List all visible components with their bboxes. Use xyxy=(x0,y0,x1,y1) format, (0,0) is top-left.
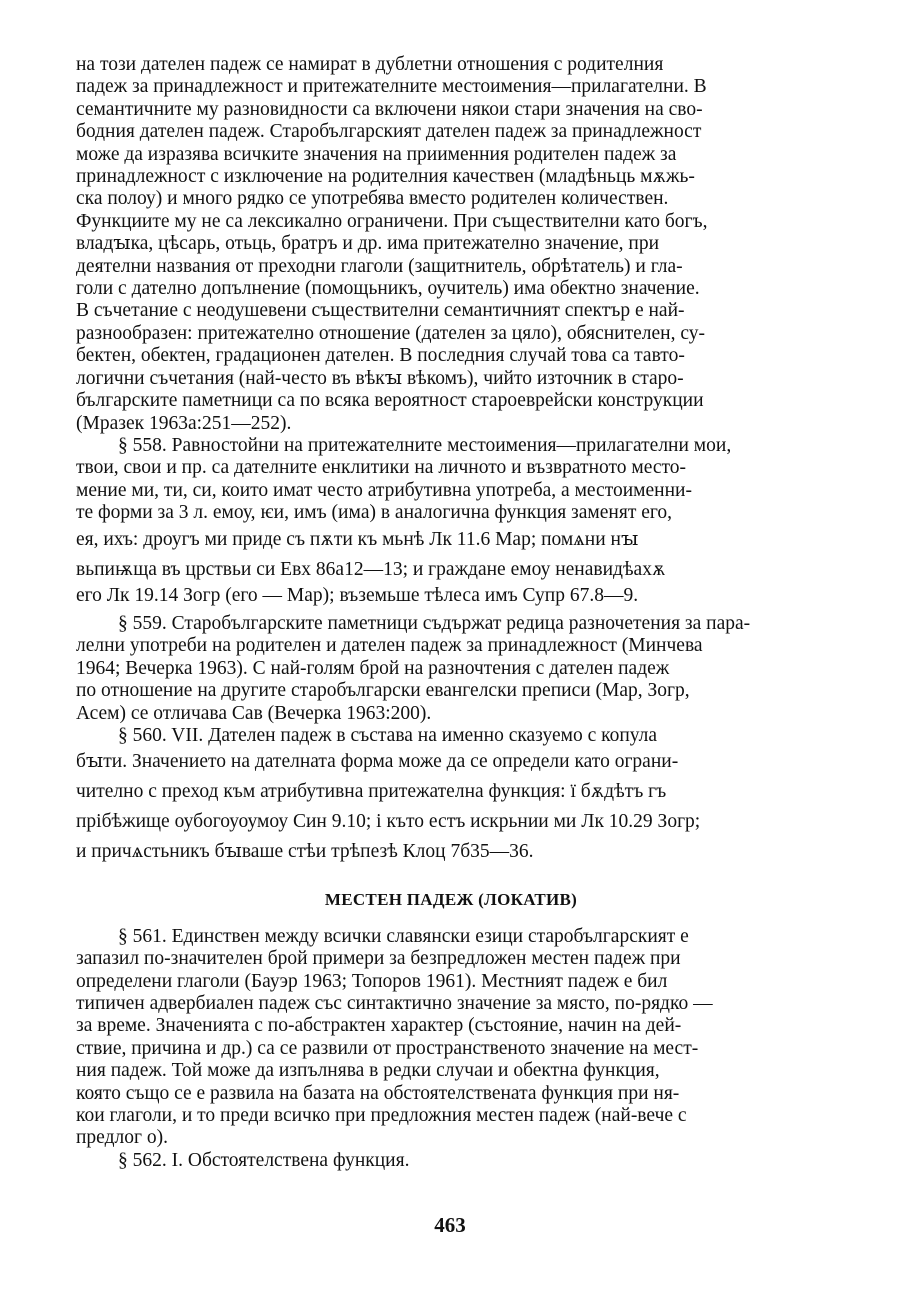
text-line: 1964; Вечерка 1963). С най-голям брой на разночтения с дателен падеж xyxy=(76,657,670,679)
text-line: § 560. VII. Дателен падеж в състава на именно сказуемо с копула xyxy=(118,724,658,746)
text-line: (Мразек 1963а:251—252). xyxy=(76,412,292,434)
text-line: владꙑка, цѣсарь, отьць, братръ и др. има притежателно значение, при xyxy=(76,233,660,255)
text-line: на този дателен падеж се намират в дублетни отношения с родителния xyxy=(76,54,664,75)
text-line: разнообразен: притежателно отношение (дателен за цяло), обяснителен, су- xyxy=(76,322,705,344)
text-line: която също се е развила на базата на обстоятелствената функция при ня- xyxy=(76,1082,680,1104)
text-line: по отношение на другите старобългарски евангелски преписи (Мар, Зогр, xyxy=(76,680,690,702)
text-line: бꙑти. Значението на дателната форма може да се определи като ограни- xyxy=(76,751,679,773)
text-line: може да изразява всичките значения на приименния родителен падеж за xyxy=(76,143,677,165)
text-line: прібѣжище оубогоуоумоу Син 9.10; і къто естъ искрьнии ми Лк 10.29 Зогр; xyxy=(76,811,701,833)
text-line: Асем) се отличава Сав (Вечерка 1963:200). xyxy=(76,702,432,724)
text-line: его Лк 19.14 Зогр (его — Мар); въземьше тѣлеса имъ Супр 67.8—9. xyxy=(76,584,639,606)
text-line: чително с преход към атрибутивна притежателна функция: ї бѫдѣтъ гъ xyxy=(76,781,667,803)
text-line: българските паметници са по всяка вероятност староеврейски конструкции xyxy=(76,390,704,412)
paragraph-559 xyxy=(76,613,826,725)
text-line: определени глаголи (Бауэр 1963; Топоров 1961). Местният падеж е бил xyxy=(76,970,668,992)
text-line: ния падеж. Той може да изпълнява в редки случаи и обектна функция, xyxy=(76,1060,660,1082)
text-line: вьпиѭща въ црствьи си Евх 86а12—13; и граждане емоу ненавидѣахѫ xyxy=(76,558,666,580)
text-line: лелни употреби на родителен и дателен падеж за принадлежност (Минчева xyxy=(76,635,703,657)
text-line: § 561. Единствен между всички славянски езици старобългарският е xyxy=(118,925,689,947)
paragraph-1 xyxy=(76,54,826,435)
paragraph-562 xyxy=(76,1150,826,1172)
paragraph-561 xyxy=(76,926,826,1150)
text-line: твои, свои и пр. са дателните енклитики на личното и възвратното место- xyxy=(76,457,687,479)
text-line: § 559. Старобългарските паметници съдържат редица разночетения за пара- xyxy=(118,612,751,634)
text-line: те форми за 3 л. емоу, ѥи, имъ (имa) в аналогична функция заменят его, xyxy=(76,502,673,524)
text-line: голи с дателно допълнение (помощьникъ, оучитель) има обектно значение. xyxy=(76,278,700,300)
text-line: запазил по-значителен брой примери за безпредложен местен падеж при xyxy=(76,948,681,970)
text-line: за време. Значенията с по-абстрактен характер (състояние, начин на дей- xyxy=(76,1015,682,1037)
text-line: ея, ихъ: дроугъ ми приде съ пѫти къ мьнѣ Лк 11.6 Мар; помѧни нꙑ xyxy=(76,528,639,550)
paragraph-560 xyxy=(76,725,826,867)
text-line: типичен адвербиален падеж със синтактично значение за място, по-рядко — xyxy=(76,993,713,1014)
text-line: принадлежност с изключение на родителния качествен (младѣньць мѫжь- xyxy=(76,166,695,188)
text-line: кои глаголи, и то преди всичко при предложния местен падеж (най-вече с xyxy=(76,1105,687,1127)
text-line: ствие, причина и др.) са се развили от пространственото значение на мест- xyxy=(76,1037,699,1059)
text-line: логични съчетания (най-често въ вѣкꙑ вѣкомъ), чийто източник в старо- xyxy=(76,367,684,389)
text-line: бектен, обектен, градационен дателен. В последния случай това са тавто- xyxy=(76,345,685,367)
text-line: мение ми, ти, си, които имат често атрибутивна употреба, а местоименни- xyxy=(76,479,692,501)
page-number: 463 xyxy=(434,1213,466,1237)
text-line: падеж за принадлежност и притежателните местоимения—прилагателни. В xyxy=(76,76,707,98)
text-line: деятелни названия от преходни глаголи (защитнитель, обрѣтатель) и гла- xyxy=(76,255,683,277)
text-line: и причѧстьникъ бꙑваше стѣи трѣпезѣ Клоц 7б35—36. xyxy=(76,841,534,863)
text-line: § 562. I. Обстоятелствена функция. xyxy=(118,1149,410,1171)
text-line: бодния дателен падеж. Старобългарският дателен падеж за принадлежност xyxy=(76,121,702,143)
paragraph-558 xyxy=(76,435,826,607)
text-line: семантичните му разновидности са включени някои стари значения на сво- xyxy=(76,98,703,120)
page-body xyxy=(76,54,826,1172)
text-line: В съчетание с неодушевени съществителни семантичният спектър е най- xyxy=(76,300,685,322)
text-line: ска полоу) и много рядко се употребява вместо родителен количествен. xyxy=(76,188,669,210)
text-line: § 558. Равностойни на притежателните местоимения—прилагателни мои, xyxy=(118,434,732,456)
text-line: предлог о). xyxy=(76,1127,168,1149)
section-heading: МЕСТЕН ПАДЕЖ (ЛОКАТИВ) xyxy=(324,890,578,910)
text-line: Функциите му не са лексикално ограничени. При съществителни като богъ, xyxy=(76,210,708,232)
